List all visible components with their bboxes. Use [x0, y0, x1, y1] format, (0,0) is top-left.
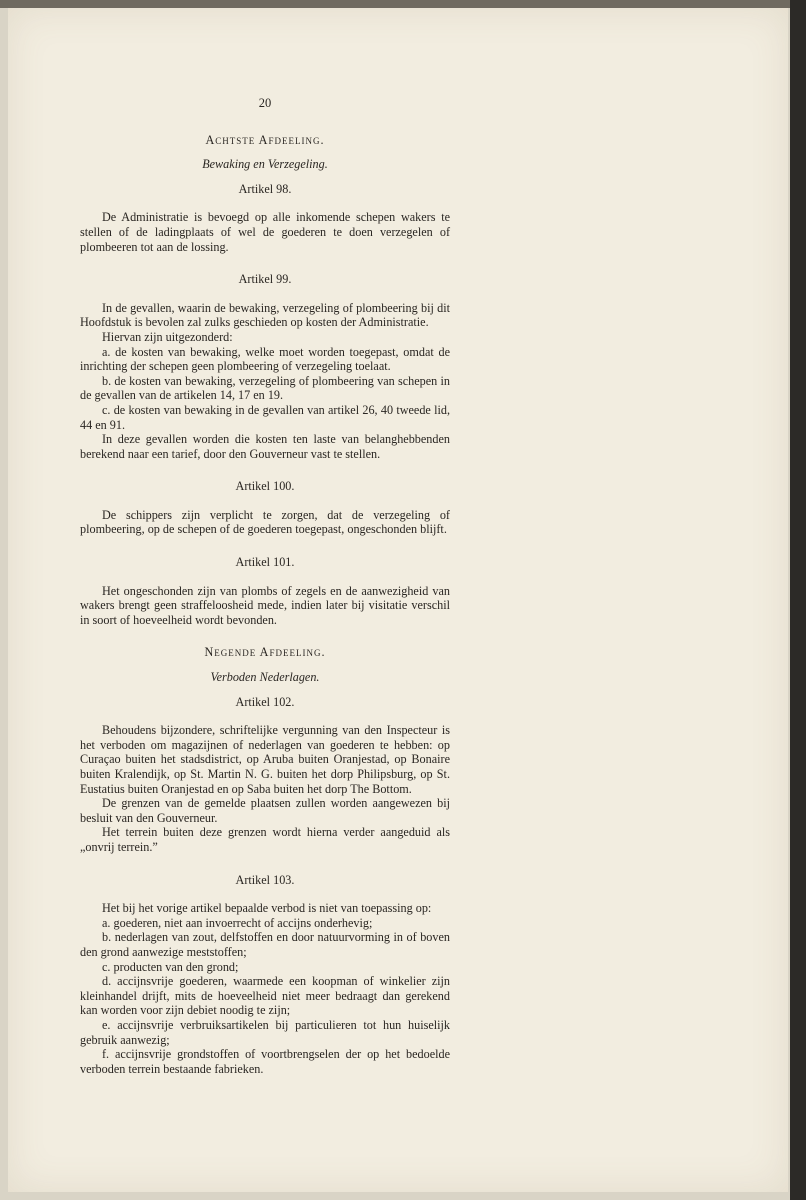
article-paragraph: De schippers zijn verplicht te zorgen, dat de verzegeling of plombeering, op de schepen of de goederen toegepast, ongeschonden blijft. — [80, 507, 450, 537]
page-content — [80, 96, 450, 1094]
article-paragraph: b. de kosten van bewaking, verzegeling of plombeering van schepen in de gevallen van de artikelen 14, 17 en 19. — [80, 373, 450, 403]
article-paragraph: Hiervan zijn uitgezonderd: — [102, 329, 233, 344]
article-paragraph: b. nederlagen van zout, delfstoffen en door natuurvorming in of boven den grond aanwezige meststoffen; — [80, 930, 450, 959]
article-body — [80, 584, 450, 628]
page-number: 20 — [258, 96, 272, 110]
article-paragraph: Het terrein buiten deze grenzen wordt hierna verder aangeduid als „onvrij terrein.” — [80, 825, 450, 854]
article-paragraph: c. de kosten van bewaking in de gevallen van artikel 26, 40 tweede lid, 44 en 91. — [80, 402, 450, 432]
article-body — [80, 301, 450, 462]
section-subtitle: Verboden Nederlagen. — [210, 670, 320, 685]
article-paragraph: Het ongeschonden zijn van plombs of zegels en de aanwezigheid van wakers brengt geen straffeloosheid mede, indien later bij visitatie verschil in soort of hoeveelheid wordt bevonden. — [80, 583, 450, 627]
article-paragraph: In de gevallen, waarin de bewaking, verzegeling of plombeering bij dit Hoofdstuk is bevolen zal zulks geschieden op kosten der Administratie. — [80, 300, 450, 330]
article-paragraph: De Administratie is bevoegd op alle inkomende schepen wakers te stellen of de ladingplaats of wel de goederen te doen verzegelen of plombeeren tot aan de lossing. — [80, 210, 450, 254]
section-heading: Negende Afdeeling. — [204, 645, 326, 660]
article-paragraph: f. accijnsvrije grondstoffen of voortbrengselen der op het bedoelde verboden terrein bestaande fabrieken. — [80, 1047, 450, 1076]
article-title: Artikel 103. — [235, 872, 295, 887]
article-title: Artikel 102. — [235, 694, 295, 709]
article-body — [80, 723, 450, 854]
article-body — [80, 210, 450, 254]
article-paragraph: a. de kosten van bewaking, welke moet worden toegepast, omdat de inrichting der schepen geen plombeering of verzegeling toelaat. — [80, 344, 450, 374]
article-paragraph: Het bij het vorige artikel bepaalde verbod is niet van toepassing op: — [102, 901, 432, 916]
scan-top-edge — [0, 0, 806, 8]
article-title: Artikel 98. — [238, 181, 292, 196]
scan-right-edge — [790, 0, 806, 1200]
article-body — [80, 508, 450, 537]
article-paragraph: De grenzen van de gemelde plaatsen zullen worden aangewezen bij besluit van den Gouverneur. — [80, 796, 450, 825]
article-paragraph: e. accijnsvrije verbruiksartikelen bij particulieren tot hun huiselijk gebruik aanwezig; — [80, 1017, 450, 1047]
article-paragraph: c. producten van den grond; — [102, 959, 239, 974]
article-title: Artikel 100. — [235, 479, 295, 494]
article-paragraph: In deze gevallen worden die kosten ten laste van belanghebbenden berekend naar een tarief, door den Gouverneur vast te stellen. — [80, 432, 450, 461]
article-title: Artikel 101. — [235, 555, 295, 570]
section-subtitle: Bewaking en Verzegeling. — [202, 157, 328, 172]
article-paragraph: d. accijnsvrije goederen, waarmede een koopman of winkelier zijn kleinhandel drijft, mits de hoeveelheid niet meer bedraagt dan gerekend kan worden voor zijn debiet noodig te zijn; — [80, 974, 450, 1018]
article-body — [80, 901, 450, 1076]
section-heading: Achtste Afdeeling. — [205, 132, 325, 147]
article-paragraph: a. goederen, niet aan invoerrecht of accijns onderhevig; — [102, 915, 373, 930]
article-paragraph: Behoudens bijzondere, schriftelijke vergunning van den Inspecteur is het verboden om magazijnen of nederlagen van goederen te hebben: op Curaçao buiten het stadsdistrict, op Aruba buiten Oranjestad, op Bonaire buiten Kralendijk, op St. Martin N. G. buiten het dorp Philipsburg, op St. Eustatius buiten Oranjestad en op Saba buiten het dorp The Bottom. — [80, 723, 450, 796]
article-title: Artikel 99. — [238, 272, 292, 287]
